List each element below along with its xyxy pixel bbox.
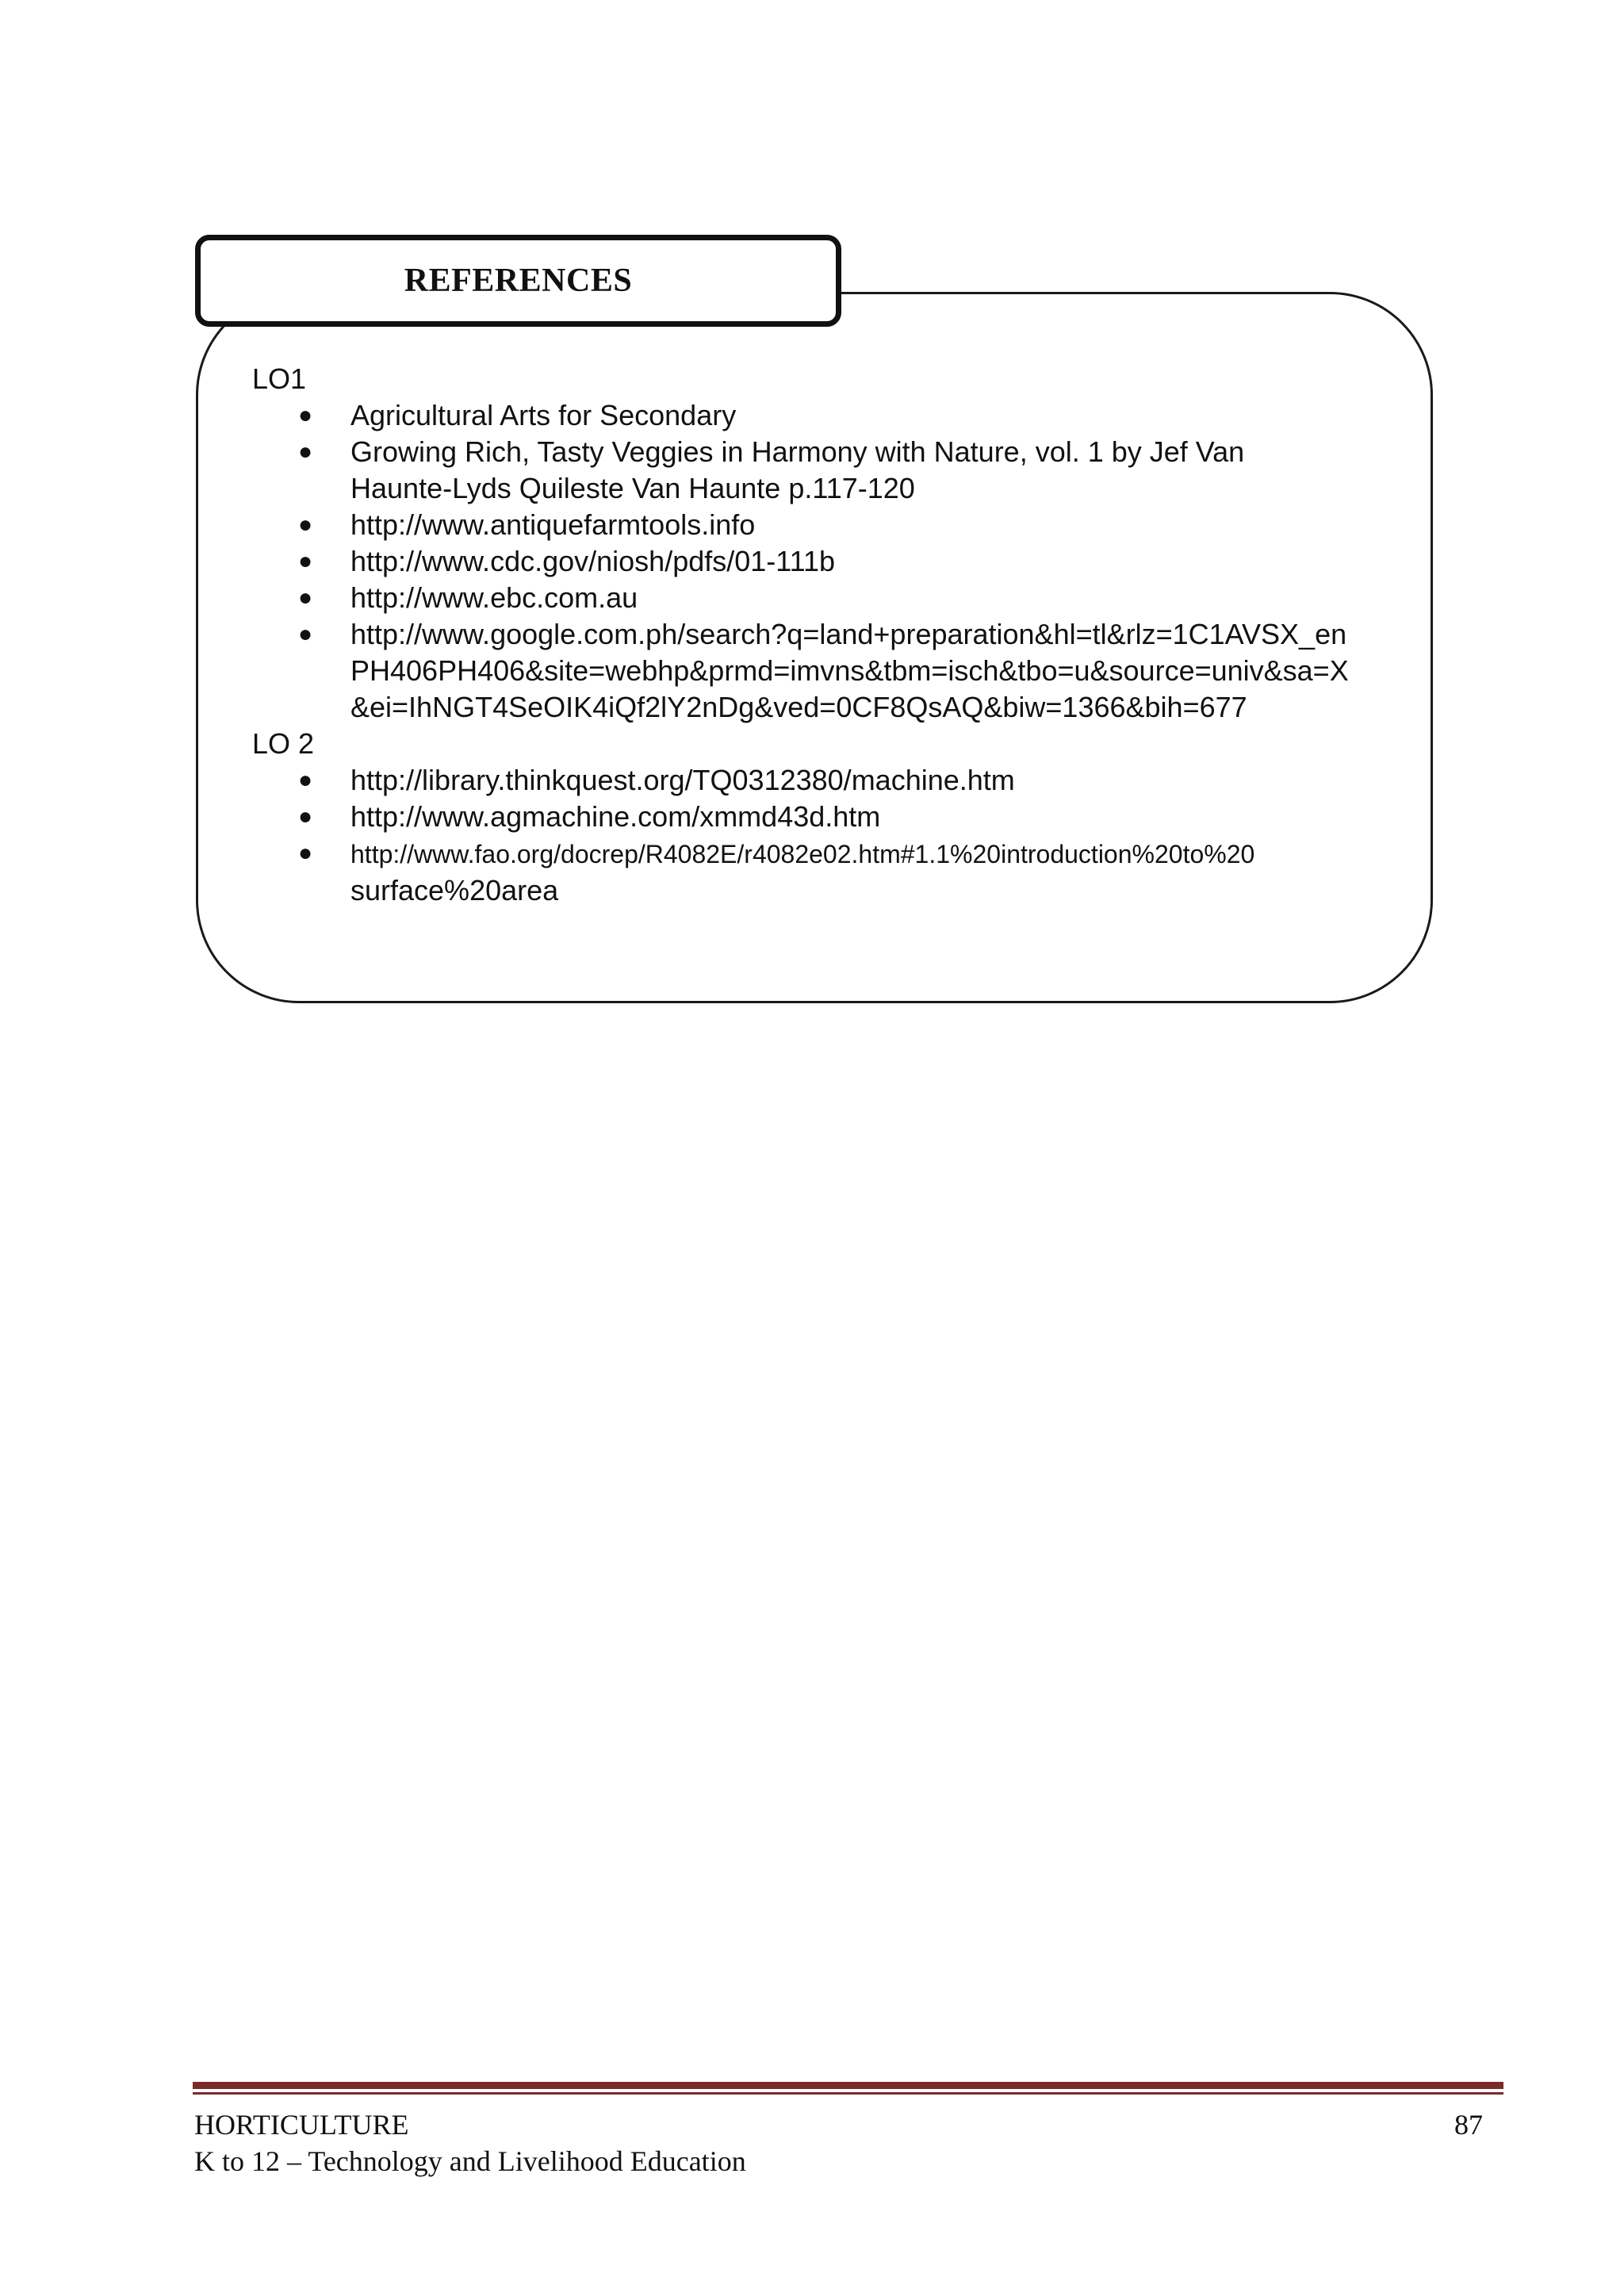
list-item: ● http://www.ebc.com.au	[252, 580, 1394, 616]
bullet-icon: ●	[298, 512, 313, 538]
bullet-icon: ●	[298, 548, 313, 574]
references-header	[195, 235, 841, 327]
footer-course: K to 12 – Technology and Livelihood Education	[194, 2145, 746, 2177]
bullet-icon: ●	[298, 439, 313, 465]
bullet-icon: ●	[298, 840, 313, 866]
bullet-icon: ●	[298, 803, 313, 830]
list-item: ● http://www.antiquefarmtools.info	[252, 507, 1394, 543]
lo2-list	[252, 762, 1394, 909]
list-item: ● http://www.agmachine.com/xmmd43d.htm	[252, 799, 1394, 835]
lo1-label: LO1	[252, 362, 307, 395]
lo1-list	[252, 397, 1394, 726]
footer-rule	[193, 2082, 1503, 2089]
list-item: ● http://www.fao.org/docrep/R4082E/r4082e02.htm#1.1%20introduction%20to%20 surface%20area	[252, 835, 1394, 909]
list-item: ● Agricultural Arts for Secondary	[252, 397, 1394, 434]
lo2-label: LO 2	[252, 727, 315, 760]
list-item: ● http://www.google.com.ph/search?q=land+preparation&hl=tl&rlz=1C1AVSX_enPH406PH406&site=webhp&prmd=imvns&tbm=isch&tbo=u&source=univ&sa=X&ei=IhNGT4SeOIK4iQf2lY2nDg&ved=0CF8QsAQ&biw=1366&bih=677	[298, 618, 1349, 723]
page-number: 87	[1454, 2109, 1483, 2141]
footer-rule-thin	[193, 2092, 1503, 2095]
list-item: ● http://library.thinkquest.org/TQ0312380/machine.htm	[252, 762, 1394, 799]
list-item: ● Growing Rich, Tasty Veggies in Harmony with Nature, vol. 1 by Jef Van Haunte-Lyds Quileste Van Haunte p.117-120	[298, 435, 1245, 504]
bullet-icon: ●	[298, 585, 313, 611]
bullet-icon: ●	[298, 621, 313, 647]
bullet-icon: ●	[298, 767, 313, 793]
footer-text	[194, 2106, 746, 2179]
bullet-icon: ●	[298, 402, 313, 428]
list-item: ● http://www.cdc.gov/niosh/pdfs/01-111b	[252, 543, 1394, 580]
references-title: REFERENCES	[404, 263, 633, 299]
references-content	[252, 361, 1394, 909]
footer-subject: HORTICULTURE	[194, 2109, 409, 2141]
